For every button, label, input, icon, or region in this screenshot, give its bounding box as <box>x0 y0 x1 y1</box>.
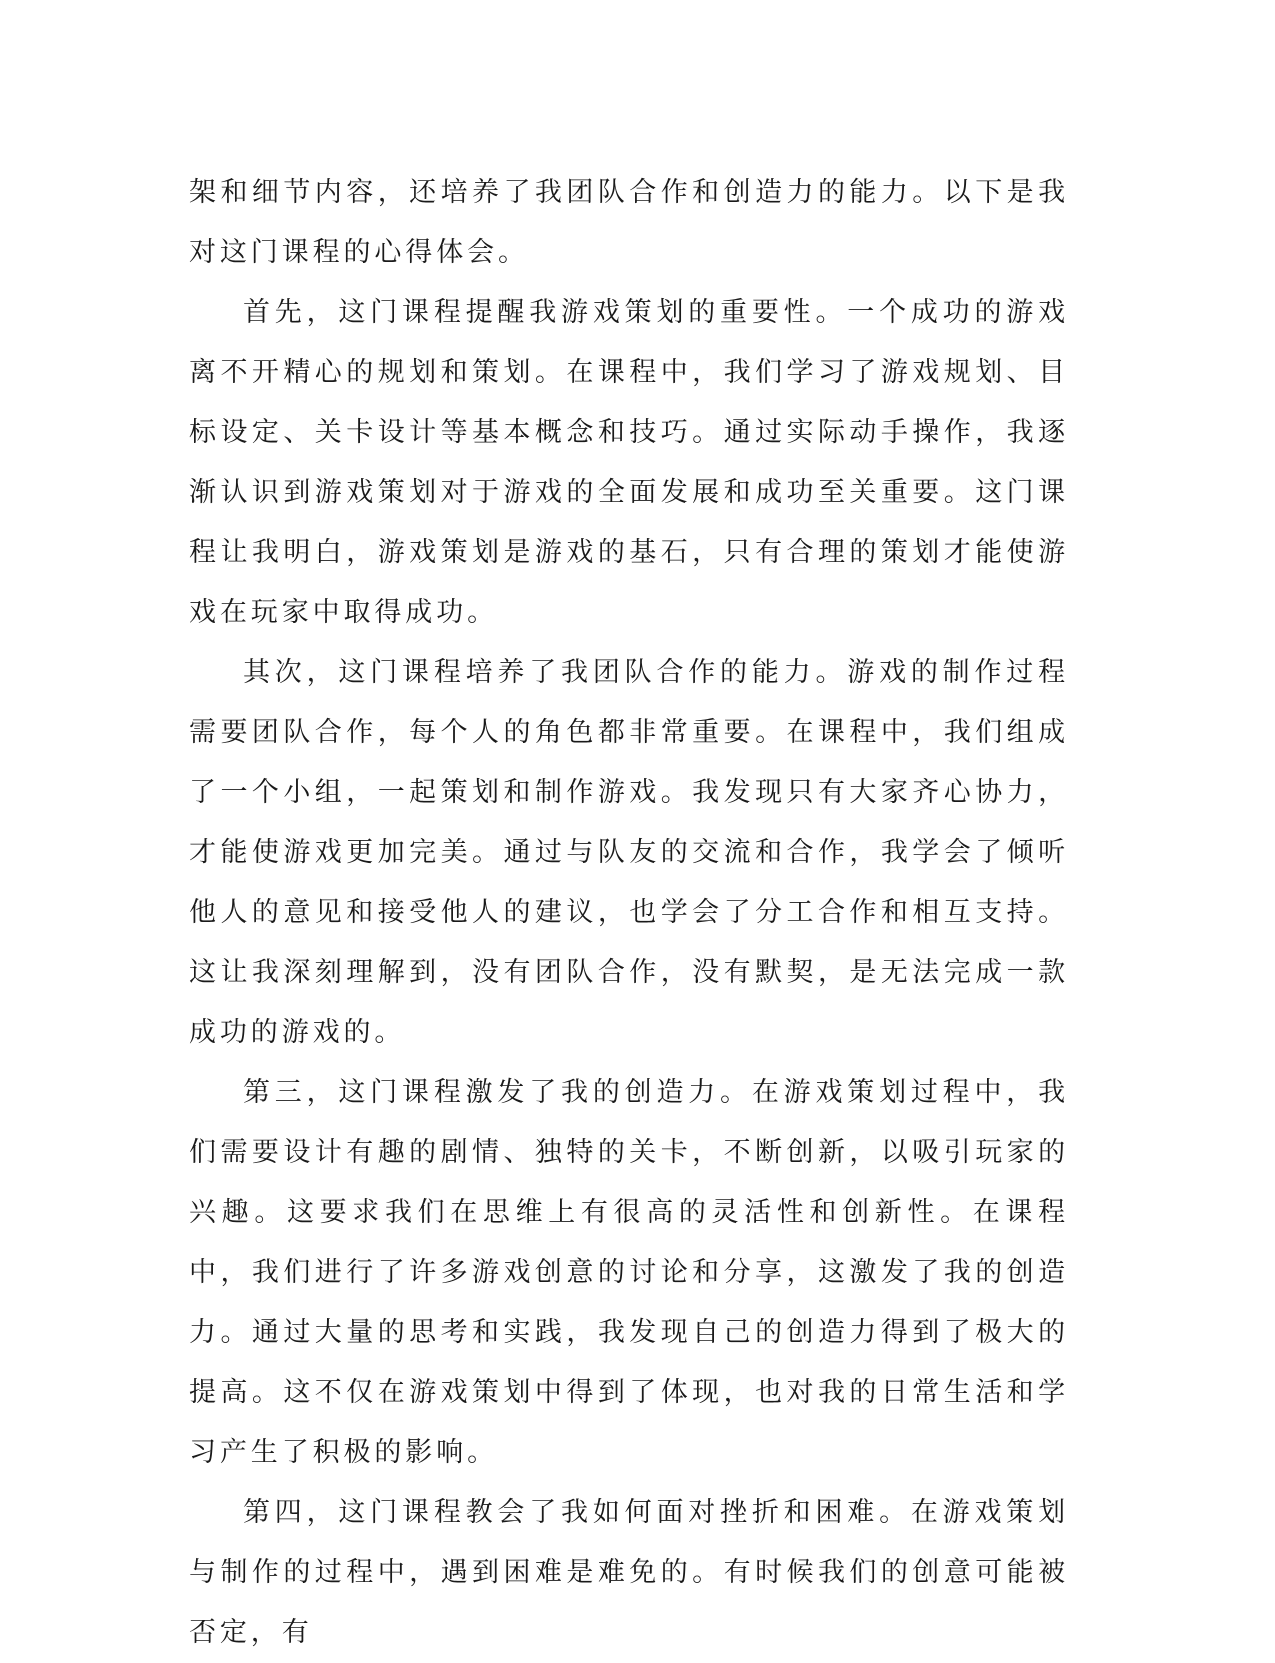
document-body <box>189 163 1069 1663</box>
paragraph-second: 其次，这门课程培养了我团队合作的能力。游戏的制作过程需要团队合作，每个人的角色都非常重要。在课程中，我们组成了一个小组，一起策划和制作游戏。我发现只有大家齐心协力，才能使游戏更加完美。通过与队友的交流和合作，我学会了倾听他人的意见和接受他人的建议，也学会了分工合作和相互支持。这让我深刻理解到，没有团队合作，没有默契，是无法完成一款成功的游戏的。 <box>189 657 1069 1048</box>
paragraph-continuation: 架和细节内容，还培养了我团队合作和创造力的能力。以下是我对这门课程的心得体会。 <box>189 177 1069 268</box>
paragraph-first: 首先，这门课程提醒我游戏策划的重要性。一个成功的游戏离不开精心的规划和策划。在课程中，我们学习了游戏规划、目标设定、关卡设计等基本概念和技巧。通过实际动手操作，我逐渐认识到游戏策划对于游戏的全面发展和成功至关重要。这门课程让我明白，游戏策划是游戏的基石，只有合理的策划才能使游戏在玩家中取得成功。 <box>189 297 1069 628</box>
paragraph-fourth: 第四，这门课程教会了我如何面对挫折和困难。在游戏策划与制作的过程中，遇到困难是难免的。有时候我们的创意可能被否定，有 <box>189 1497 1069 1648</box>
paragraph-third: 第三，这门课程激发了我的创造力。在游戏策划过程中，我们需要设计有趣的剧情、独特的关卡，不断创新，以吸引玩家的兴趣。这要求我们在思维上有很高的灵活性和创新性。在课程中，我们进行了许多游戏创意的讨论和分享，这激发了我的创造力。通过大量的思考和实践，我发现自己的创造力得到了极大的提高。这不仅在游戏策划中得到了体现，也对我的日常生活和学习产生了积极的影响。 <box>189 1077 1069 1468</box>
